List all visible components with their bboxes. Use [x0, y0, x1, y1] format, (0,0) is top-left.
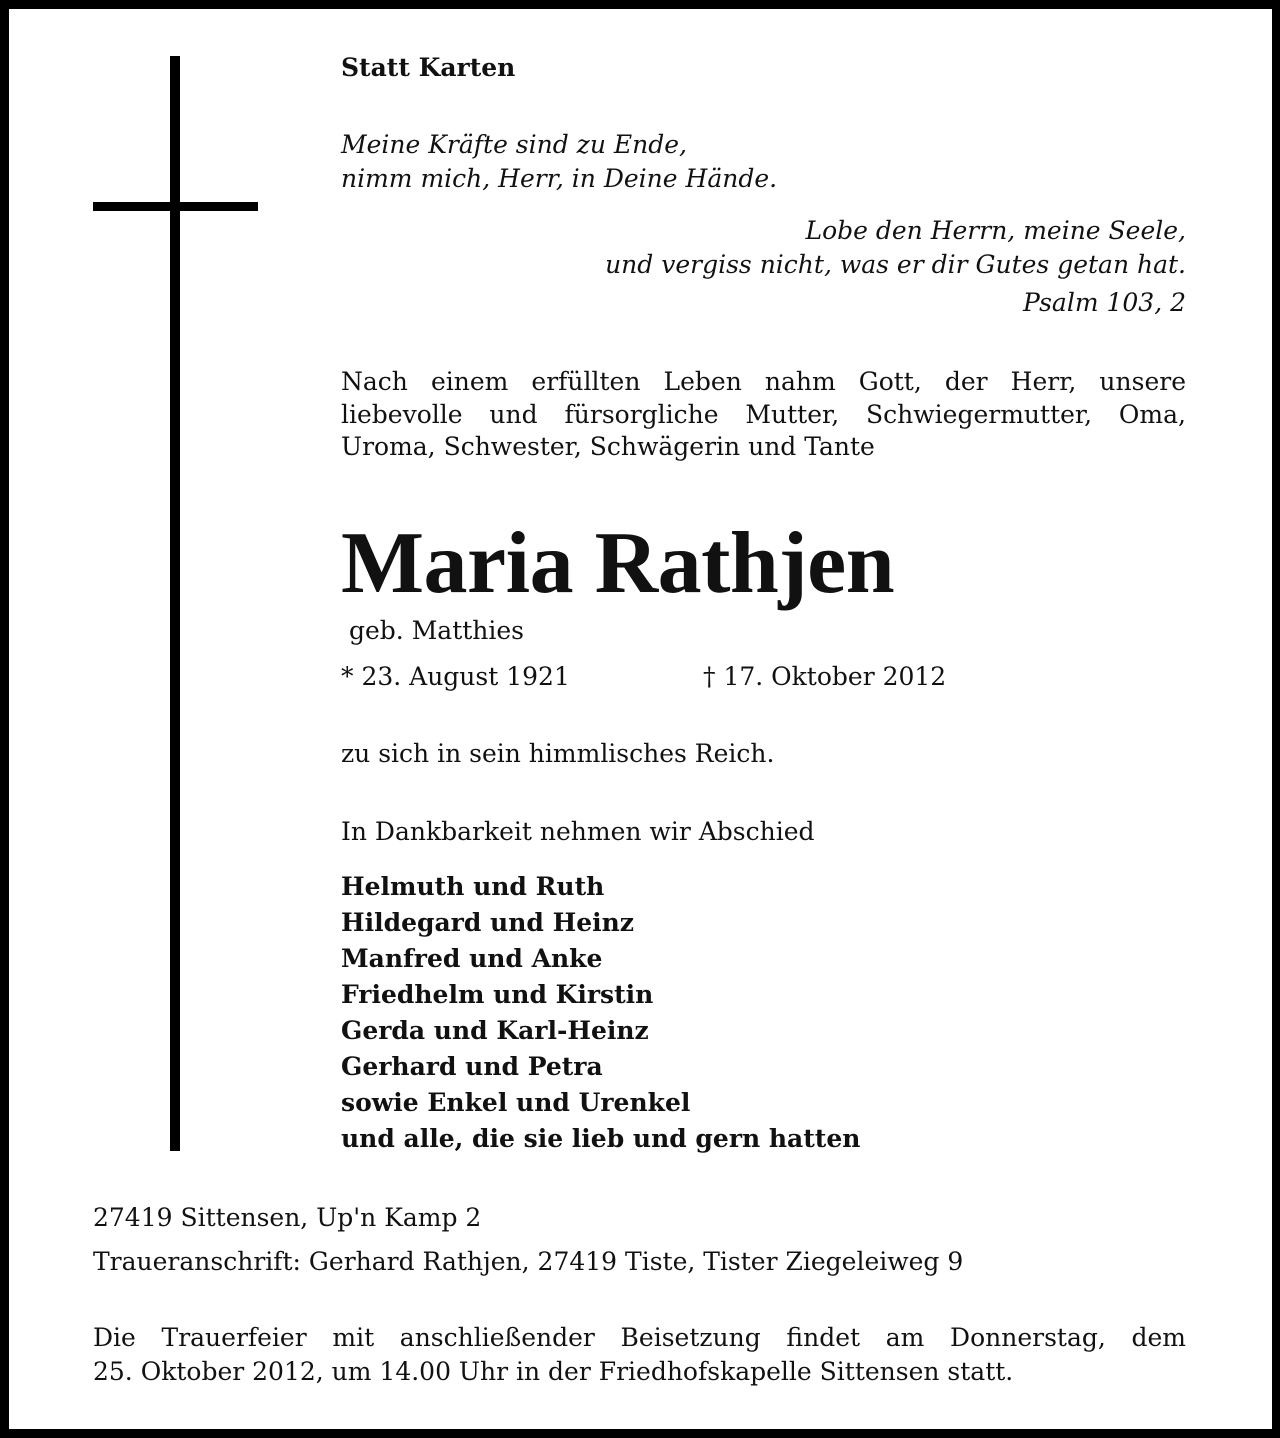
birth-date: * 23. August 1921: [341, 662, 570, 691]
family-member: sowie Enkel und Urenkel: [341, 1088, 691, 1117]
home-address: 27419 Sittensen, Up'n Kamp 2: [93, 1203, 482, 1232]
family-list: [341, 869, 860, 1157]
deceased-name: Maria Rathjen: [341, 515, 895, 612]
verse2-line-1: Lobe den Herrn, meine Seele,: [805, 216, 1186, 245]
intro-line-1: Nach einem erfüllten Leben nahm Gott, der Herr, unsere: [341, 367, 1186, 396]
closing-line: zu sich in sein himmlisches Reich.: [341, 739, 775, 768]
intro-line-3: Uroma, Schwester, Schwägerin und Tante: [341, 432, 875, 461]
intro-line-2: liebevolle und fürsorgliche Mutter, Schwiegermutter, Oma,: [341, 400, 1186, 429]
family-member: und alle, die sie lieb und gern hatten: [341, 1124, 861, 1153]
cross-icon-horizontal-bar: [93, 202, 258, 211]
family-member: Helmuth und Ruth: [341, 872, 605, 901]
family-member: Hildegard und Heinz: [341, 908, 634, 937]
verse-line-2: nimm mich, Herr, in Deine Hände.: [341, 164, 778, 193]
ceremony-line-2: 25. Oktober 2012, um 14.00 Uhr in der Friedhofskapelle Sittensen statt.: [93, 1357, 1014, 1386]
ceremony-line-1: Die Trauerfeier mit anschließender Beisetzung findet am Donnerstag, dem: [93, 1323, 1186, 1352]
verse-line-1: Meine Kräfte sind zu Ende,: [341, 130, 687, 159]
death-date: † 17. Oktober 2012: [703, 662, 947, 691]
birth-name: geb. Matthies: [349, 616, 525, 645]
family-member: Friedhelm und Kirstin: [341, 980, 654, 1009]
farewell-line: In Dankbarkeit nehmen wir Abschied: [341, 817, 815, 846]
family-member: Gerhard und Petra: [341, 1052, 603, 1081]
family-member: Gerda und Karl-Heinz: [341, 1016, 649, 1045]
cross-icon-vertical-bar: [170, 56, 180, 1151]
verse2-line-2: und vergiss nicht, was er dir Gutes getan hat.: [605, 250, 1186, 279]
mourning-address: Traueranschrift: Gerhard Rathjen, 27419 Tiste, Tister Ziegeleiweg 9: [93, 1247, 964, 1276]
header-note: Statt Karten: [341, 53, 516, 82]
family-member: Manfred und Anke: [341, 944, 603, 973]
verse-reference: Psalm 103, 2: [1022, 288, 1186, 317]
